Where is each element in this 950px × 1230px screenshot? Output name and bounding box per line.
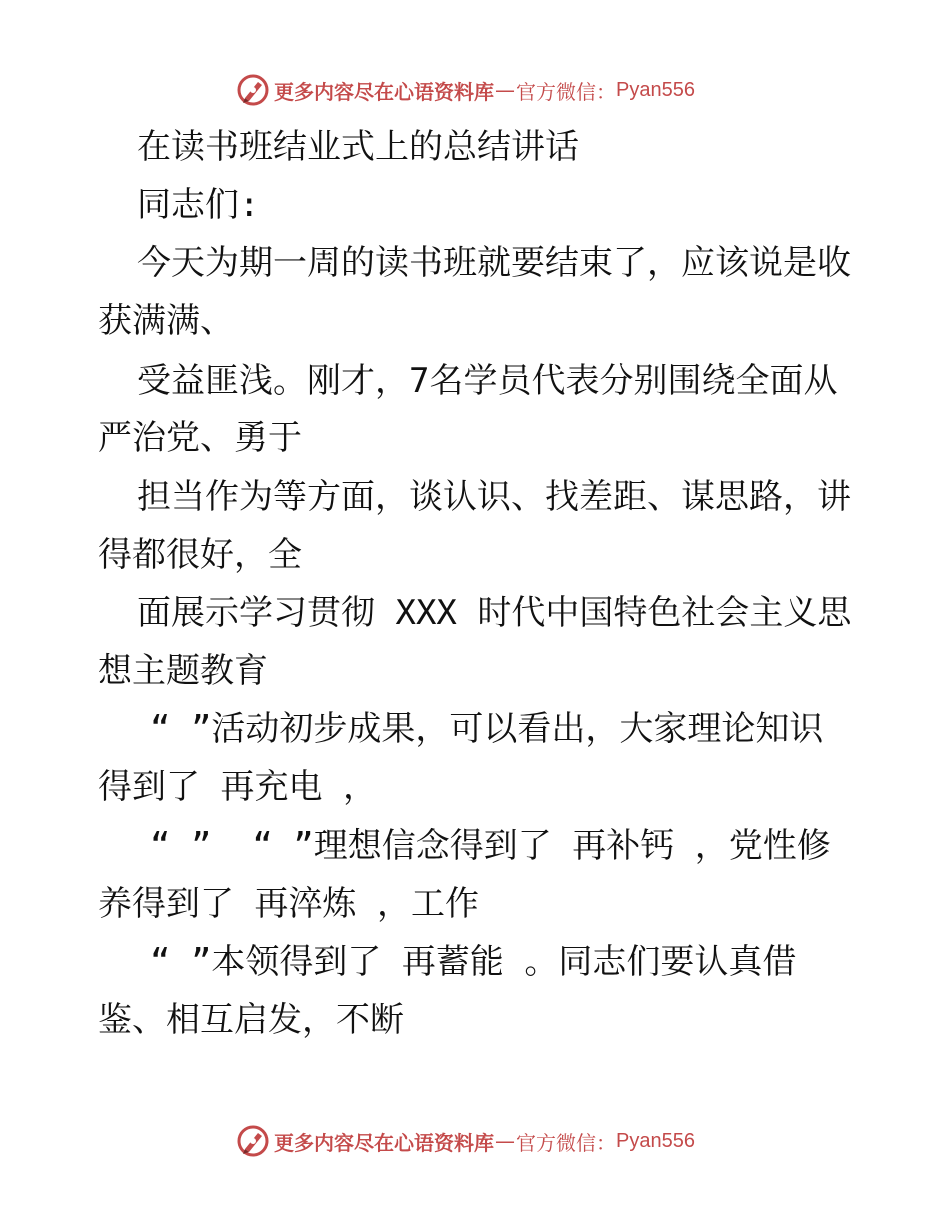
paragraph-line: 想主题教育 xyxy=(98,651,268,691)
document-title: 在读书班结业式上的总结讲话 xyxy=(137,127,579,167)
site-name: 更多内容尽在心语资料库 xyxy=(274,1130,494,1155)
wechat-id: Pyan556 xyxy=(616,78,695,101)
pen-logo-icon xyxy=(236,1124,270,1158)
paragraph-line: “ ”本领得到了 再蓄能 。同志们要认真借 xyxy=(150,942,797,982)
wechat-id: Pyan556 xyxy=(616,1129,695,1152)
banner-dash: — xyxy=(495,78,515,102)
site-name: 更多内容尽在心语资料库 xyxy=(274,79,494,104)
paragraph-line: 今天为期一周的读书班就要结束了，应该说是收 xyxy=(137,243,851,283)
wechat-label: 官方微信： xyxy=(516,1130,616,1155)
header-banner xyxy=(236,73,695,107)
paragraph-line: “ ” “ ”理想信念得到了 再补钙 ，党性修 xyxy=(150,826,831,866)
paragraph-line: 受益匪浅。刚才，7名学员代表分别围绕全面从 xyxy=(137,361,838,401)
paragraph-line: 担当作为等方面，谈认识、找差距、谋思路，讲 xyxy=(137,477,851,517)
pen-logo-icon xyxy=(236,73,270,107)
salutation: 同志们: xyxy=(137,185,260,225)
paragraph-line: 得到了 再充电 ， xyxy=(98,767,377,807)
paragraph-line: 养得到了 再淬炼 ，工作 xyxy=(98,884,479,924)
paragraph-line: 得都很好，全 xyxy=(98,535,302,575)
footer-banner xyxy=(236,1124,695,1158)
paragraph-line: 鉴、相互启发，不断 xyxy=(98,1000,404,1040)
paragraph-line: 严治党、勇于 xyxy=(98,418,302,458)
paragraph-line: 获满满、 xyxy=(98,301,234,341)
paragraph-line: 面展示学习贯彻 XXX 时代中国特色社会主义思 xyxy=(137,593,852,633)
banner-dash: — xyxy=(495,1129,515,1153)
paragraph-line: “ ”活动初步成果，可以看出，大家理论知识 xyxy=(150,709,824,749)
wechat-label: 官方微信： xyxy=(516,79,616,104)
